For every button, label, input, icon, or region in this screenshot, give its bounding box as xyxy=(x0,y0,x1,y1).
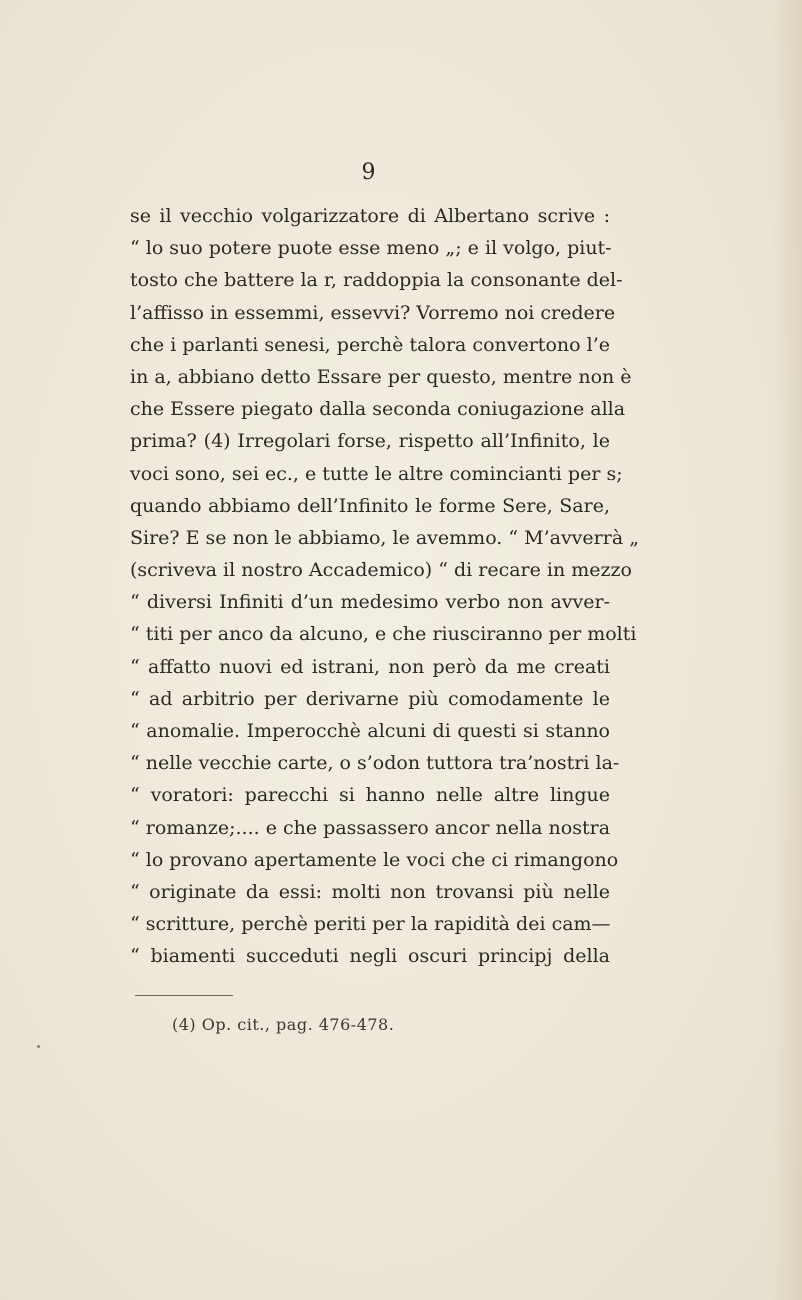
body-text xyxy=(130,200,640,973)
text-line: l’affisso in essemmi, essevvi? Vorremo noi credere xyxy=(130,301,616,324)
paper-speck xyxy=(37,1045,40,1048)
text-line: “ biamenti succeduti negli oscuri principj della xyxy=(130,945,610,968)
text-line: “ voratori: parecchi si hanno nelle altre lingue xyxy=(130,784,610,807)
text-line: “ affatto nuovi ed istrani, non però da me creati xyxy=(130,655,610,678)
text-line: che Essere piegato dalla seconda coniugazione alla xyxy=(130,398,626,421)
footnote: (4) Op. cit., pag. 476-478. xyxy=(172,1015,395,1034)
text-line: voci sono, sei ec., e tutte le altre comincianti per s; xyxy=(130,462,623,485)
text-line: “ romanze;.... e che passassero ancor nella nostra xyxy=(130,816,611,839)
text-line: “ titi per anco da alcuno, e che riusciranno per molti xyxy=(130,623,637,646)
text-line: “ diversi Infiniti d’un medesimo verbo non avver- xyxy=(130,591,610,614)
page-number: 9 xyxy=(361,160,377,185)
text-line: “ nelle vecchie carte, o s’odon tuttora tra’nostri la- xyxy=(130,752,620,775)
footnote-divider xyxy=(135,995,233,996)
text-line: “ lo suo potere puote esse meno „; e il volgo, piut- xyxy=(130,237,612,260)
text-line: se il vecchio volgarizzatore di Albertano scrive : xyxy=(130,205,610,227)
text-line: che i parlanti senesi, perchè talora convertono l’e xyxy=(130,333,610,356)
text-line: “ anomalie. Imperocchè alcuni di questi si stanno xyxy=(130,720,610,742)
text-line: “ lo provano apertamente le voci che ci rimangono xyxy=(130,848,619,871)
text-line: “ scritture, perchè periti per la rapidità dei cam— xyxy=(130,913,611,936)
text-line: Sire? E se non le abbiamo, le avemmo. “ M’avverrà „ xyxy=(130,526,640,549)
text-line: in a, abbiano detto Essare per questo, mentre non è xyxy=(130,365,632,388)
text-line: (scriveva il nostro Accademico) “ di recare in mezzo xyxy=(130,559,632,582)
text-line: tosto che battere la r, raddoppia la consonante del- xyxy=(130,269,623,292)
text-line: “ originate da essi: molti non trovansi più nelle xyxy=(130,880,610,903)
page-edge-shadow xyxy=(772,0,802,1300)
text-line: quando abbiamo dell’Infinito le forme Sere, Sare, xyxy=(130,494,610,517)
text-line: “ ad arbitrio per derivarne più comodamente le xyxy=(130,687,610,710)
text-line: prima? (4) Irregolari forse, rispetto all’Infinito, le xyxy=(130,430,610,453)
